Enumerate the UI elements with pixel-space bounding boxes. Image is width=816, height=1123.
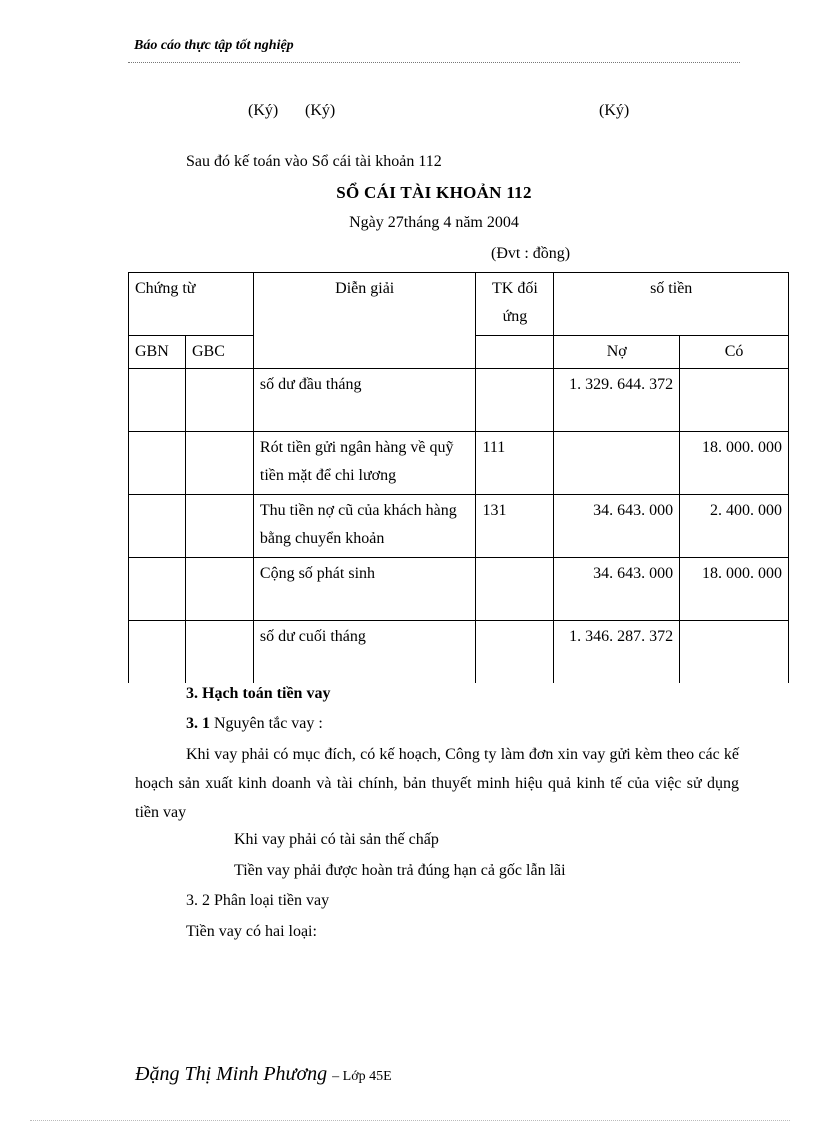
subsection-1-number: 3. 1: [186, 715, 210, 732]
cell-description: Thu tiền nợ cũ của khách hàng bằng chuyển khoản: [253, 495, 476, 558]
ledger-table: [128, 272, 789, 683]
ledger-date: Ngày 27tháng 4 năm 2004: [349, 214, 519, 231]
ledger-row: [129, 621, 789, 684]
subsection-2: 3. 2 Phân loại tiền vay: [186, 892, 330, 909]
cell-gbc: [185, 558, 253, 621]
ledger-row: [129, 558, 789, 621]
section-heading: 3. Hạch toán tiền vay: [186, 685, 331, 702]
cell-description: số dư cuối tháng: [253, 621, 476, 684]
class-label: – Lớp 45E: [332, 1069, 392, 1084]
cell-gbn: [129, 369, 186, 432]
signature-3: (Ký): [599, 102, 630, 119]
footer-divider: [30, 1120, 790, 1121]
header-voucher: Chứng từ: [129, 273, 254, 336]
cell-account: 131: [476, 495, 554, 558]
cell-credit: [680, 369, 789, 432]
cell-description: Cộng số phát sinh: [253, 558, 476, 621]
cell-credit: 18. 000. 000: [680, 432, 789, 495]
header-description: Diễn giải: [253, 273, 476, 369]
cell-gbc: [185, 432, 253, 495]
cell-gbn: [129, 495, 186, 558]
signature-1: (Ký): [248, 102, 279, 119]
cell-gbn: [129, 621, 186, 684]
ledger-header-row: [129, 273, 789, 336]
header-gbc: GBC: [185, 336, 253, 369]
subsection-1-text: Nguyên tắc vay :: [214, 715, 323, 732]
repayment-line: Tiền vay phải được hoàn trả đúng hạn cả gốc lẫn lãi: [234, 862, 566, 879]
ledger-title: SỔ CÁI TÀI KHOẢN 112: [336, 183, 532, 202]
cell-debit: 1. 329. 644. 372: [554, 369, 680, 432]
cell-gbc: [185, 621, 253, 684]
cell-gbn: [129, 432, 186, 495]
header-account-blank: [476, 336, 554, 369]
cell-account: 111: [476, 432, 554, 495]
cell-debit: [554, 432, 680, 495]
cell-debit: 34. 643. 000: [554, 495, 680, 558]
cell-gbn: [129, 558, 186, 621]
header-credit: Có: [680, 336, 789, 369]
cell-account: [476, 369, 554, 432]
header-divider: [128, 62, 740, 63]
header-amount: số tiền: [554, 273, 789, 336]
intro-text: Sau đó kế toán vào Sổ cái tài khoản 112: [186, 153, 442, 170]
cell-account: [476, 558, 554, 621]
cell-account: [476, 621, 554, 684]
signature-2: (Ký): [305, 102, 336, 119]
cell-gbc: [185, 369, 253, 432]
cell-debit: 1. 346. 287. 372: [554, 621, 680, 684]
subsection-1: [186, 714, 323, 734]
collateral-line: Khi vay phải có tài sản thế chấp: [234, 831, 439, 848]
footer-author: [135, 1063, 392, 1086]
cell-credit: 18. 000. 000: [680, 558, 789, 621]
cell-credit: [680, 621, 789, 684]
cell-description: Rót tiền gửi ngân hàng về quỹ tiền mặt để chi lương: [253, 432, 476, 495]
author-name: Đặng Thị Minh Phương: [135, 1063, 328, 1085]
ledger-row: [129, 432, 789, 495]
loan-types-line: Tiền vay có hai loại:: [186, 923, 317, 940]
cell-credit: 2. 400. 000: [680, 495, 789, 558]
ledger-row: [129, 495, 789, 558]
cell-debit: 34. 643. 000: [554, 558, 680, 621]
ledger-row: [129, 369, 789, 432]
header-gbn: GBN: [129, 336, 186, 369]
loan-principle-paragraph: Khi vay phải có mục đích, có kế hoạch, Công ty làm đơn xin vay gửi kèm theo các kế hoạch sản xuất kinh doanh và tài chính, bản thuyết minh hiệu quả kinh tế của việc sử dụng tiền vay: [135, 746, 739, 821]
currency-unit: (Đvt : đồng): [491, 245, 571, 262]
cell-gbc: [185, 495, 253, 558]
report-header-title: Báo cáo thực tập tốt nghiệp: [134, 38, 294, 53]
header-debit: Nợ: [554, 336, 680, 369]
header-account: TK đối ứng: [476, 273, 554, 336]
cell-description: số dư đầu tháng: [253, 369, 476, 432]
